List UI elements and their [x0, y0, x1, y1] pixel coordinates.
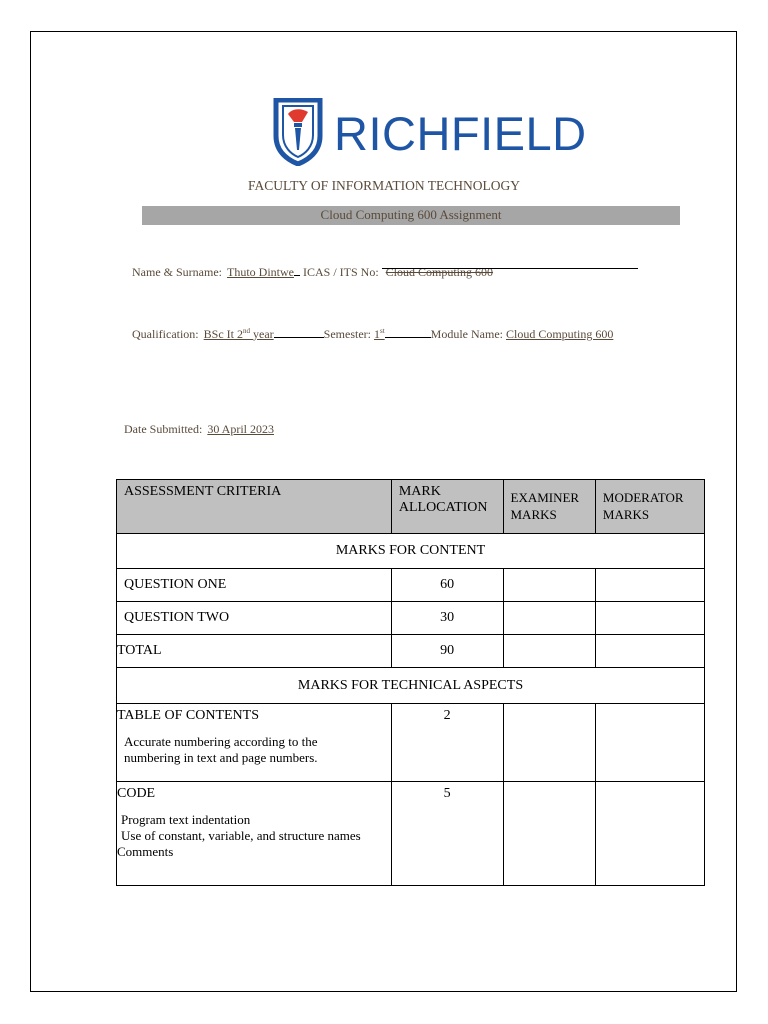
criteria-cell: TOTAL: [117, 635, 392, 668]
mark-cell: 30: [391, 602, 503, 635]
examiner-cell: [503, 782, 595, 886]
name-row: [132, 265, 638, 280]
criteria-cell: [117, 704, 392, 782]
module-label: Module Name:: [430, 327, 503, 341]
table-row: [117, 782, 705, 886]
mark-cell: 90: [391, 635, 503, 668]
table-row: [117, 704, 705, 782]
date-value: 30 April 2023: [207, 422, 274, 436]
faculty-title: FACULTY OF INFORMATION TECHNOLOGY: [248, 178, 520, 193]
section-content-label: MARKS FOR CONTENT: [117, 534, 705, 569]
date-label: Date Submitted:: [124, 422, 203, 436]
icas-label: ICAS / ITS No:: [302, 265, 379, 279]
section-row-technical: [117, 668, 705, 704]
section-row-content: [117, 534, 705, 569]
assessment-table: [116, 479, 705, 886]
moderator-cell: [595, 569, 704, 602]
qualification-value: BSc It 2: [203, 327, 243, 341]
toc-title: TABLE OF CONTENTS: [117, 708, 259, 723]
examiner-cell: [503, 602, 595, 635]
date-row: [124, 422, 274, 437]
name-value: Thuto Dintwe: [226, 265, 294, 279]
examiner-cell: [503, 704, 595, 782]
section-technical-label: MARKS FOR TECHNICAL ASPECTS: [117, 668, 705, 704]
semester-label: Semester:: [323, 327, 371, 341]
code-title: CODE: [117, 786, 156, 801]
shield-torch-icon: [276, 100, 320, 164]
mark-cell: 2: [391, 704, 503, 782]
moderator-cell: [595, 782, 704, 886]
mark-cell: 60: [391, 569, 503, 602]
table-row: [117, 602, 705, 635]
name-label: Name & Surname:: [132, 265, 222, 279]
header-examiner-marks: EXAMINER MARKS: [503, 480, 595, 534]
icas-value: Cloud Computing 600: [385, 265, 494, 279]
examiner-cell: [503, 569, 595, 602]
header-moderator-marks: MODERATOR MARKS: [595, 480, 704, 534]
module-value: Cloud Computing 600: [505, 327, 614, 341]
qualification-row: Qualification: BSc It 2nd year Semester: 1st Module Name: Cloud Computing 600: [132, 327, 614, 341]
criteria-cell: QUESTION ONE: [117, 569, 392, 602]
semester-value: 1: [373, 327, 380, 341]
header-mark-allocation: MARK ALLOCATION: [391, 480, 503, 534]
header-criteria: ASSESSMENT CRITERIA: [117, 480, 392, 534]
code-line-1: Program text indentation: [121, 812, 251, 827]
qualification-label: Qualification:: [132, 327, 199, 341]
moderator-cell: [595, 704, 704, 782]
examiner-cell: [503, 635, 595, 668]
moderator-cell: [595, 635, 704, 668]
table-header-row: [117, 480, 705, 534]
code-line-2: Use of constant, variable, and structure names: [121, 828, 361, 843]
table-row: [117, 635, 705, 668]
criteria-cell: [117, 782, 392, 886]
code-line-3: Comments: [117, 844, 174, 859]
table-row: [117, 569, 705, 602]
moderator-cell: [595, 602, 704, 635]
toc-desc: Accurate numbering according to the numbering in text and page numbers.: [124, 734, 318, 765]
mark-cell: 5: [391, 782, 503, 886]
brand-name: RICHFIELD: [334, 107, 587, 160]
assignment-banner: Cloud Computing 600 Assignment: [142, 206, 680, 225]
criteria-cell: QUESTION TWO: [117, 602, 392, 635]
